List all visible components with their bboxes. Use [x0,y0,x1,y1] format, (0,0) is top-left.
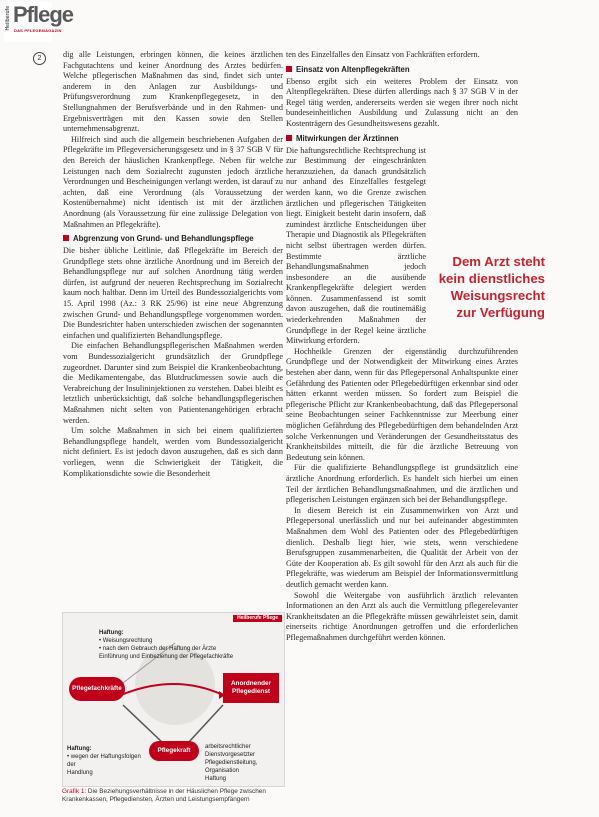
top-note-line: • nach dem Gebrauch der Haftung der Ärzte [99,646,217,652]
paragraph: Ebenso ergibt sich ein weiteres Problem der Einsatz von Altenpflegekräften. Diese dürfen allerdings nach § 37 SGB V in der Regel tätig werden, andererseits werden sie wegen ihrer noch nicht bundeseinheitlichen Ausbildung und Zulassung nicht an den Kostenträgern des Gesundheitswesens gezahlt. [286,76,518,128]
paragraph: dig alle Leistungen, erbringen können, die keines ärztlichen Fachgutachtens und keiner Anordnung des Arztes bedürfen. Welche pflegerischen Maßnahmen das sind, findet sich unter anderem in den Anlagen zur Ausbildungs- und Prüfungsverordnung zum Krankenpflegegesetz, in den Stellungnahmen der Berufsverbände und in den Rahmen- und Ergebnisverträgen mit den Kassen sowie den Stellen unternehmensabgrenzt. [63,50,283,134]
bottom-left-line: Handlung [67,770,93,776]
paragraph: Um solche Maßnahmen in sich bei einem qualifizierten Behandlungspflege handelt, werden vom Bundessozialgericht nicht definiert. Es ist jedoch davon auszugehen, daß es sich dann vorliegen, wenn die Schwierigkeit der Tätigkeit, die Komplikationsdichte sowie die Besonderheit [63,426,283,478]
bottom-right-line: arbeitsrechtlicher Dienstvorgesetzter [205,744,256,758]
text-column-left [63,50,283,479]
caption-lead: Grafik 1: [62,788,87,795]
top-note-title: Haftung: [99,630,124,636]
figure-diagram [62,612,285,787]
section-heading: Mitwirkungen der Ärztinnen [286,134,518,144]
page-number: 2 [33,52,46,65]
top-note [99,629,249,661]
box-anordnender-pflegedienst: Anordnender Pflegedienst [223,673,279,703]
bottom-left-title: Haftung: [67,746,92,752]
figure-tag: Heilberufe Pflege [233,615,282,622]
caption-text: Die Beziehungsverhältnisse in der Häuslichen Pflege zwischen Krankenkassen, Pflegediensten, Ärzten und Leistungsempfängern [62,788,266,804]
pull-quote: Dem Arzt steht kein dienstliches Weisungsrecht zur Verfügung [438,254,545,320]
paragraph: Die einfachen Behandlungspflegerischen Maßnahmen werden vom Bundessozialgericht grundsätzlich der Grundpflege zugeordnet. Darunter sind zum Beispiel die Krankenbeobachtung, die Medikamentengabe, das Blutdruckmessen sowie auch die Verabreichung der Insulininjektionen zu verstehen. Dabei bleibt es letztlich unberücksichtigt, daß solche behandlungspflegerischen Maßnahmen nicht selten von Patientenangehörigen erbracht werden. [63,341,283,425]
paragraph: In diesem Bereich ist ein Zusammenwirken von Arzt und Pflegepersonal unerlässlich und nur bei aufeinander abgestimmten Maßnahmen dem Wohl des Patienten oder des Pflegebedürftigen dienlich. Deshalb liegt hier, wie stets, wenn verschiedene Berufsgruppen zusammenarbeiten, die Qualität der Arbeit von der Güte der Kooperation ab. Es gilt sowohl für den Arzt als auch für die Pflegekräfte, was wiederum am Beispiel der Informationsvermittlung deutlich gemacht werden kann. [286,505,518,589]
section-heading: Einsatz von Altenpflegekräften [286,65,518,75]
paragraph: Sowohl die Weitergabe von ausführlich ärztlich relevanten Informationen an den Arzt als auch die Vermittlung pflegerelevanter Krankheitsdaten an die Pflegekräfte müssen gewährleistet sein, damit einerseits richtige Anordnungen getroffen und die erforderlichen Pflegemaßnahmen durchgeführt werden können. [286,590,518,642]
bottom-right-line: Pflegedienstleitung, Organisation [205,760,258,774]
logo-title: Pflege [13,2,74,27]
figure-caption [62,788,284,804]
text-column-right [286,50,518,643]
box-pflegekraft: Pflegekraft [149,741,199,761]
bottom-left-note [67,745,145,777]
bottom-right-line: Haftung [205,776,227,782]
bottom-left-line: • wegen der Haftungsfolgen der [67,754,141,768]
top-note-line: Einführung und Einbeziehung der Pflegefachkräfte [99,654,234,660]
section-heading: Abgrenzung von Grund- und Behandlungspflege [63,234,283,244]
top-note-line: • Weisungsrechtung [99,638,153,644]
paragraph: Die bisher übliche Leitlinie, daß Pflegekräfte im Bereich der Grundpflege stets ohne ärztliche Anordnung und im Bereich der Behandlungspflege nur auf solchen Anordnung tätig werden dürfen, ist aufgrund der neueren Rechtsprechung im Sozialrecht kaum noch haltbar. Denn im Urteil des Bundessozialgerichts vom 15. April 1998 (Az.: 3 RK 25/96) ist eine neue Abgrenzung zwischen Grund- und Behandlungspflege vorgenommen worden. Die Bundesrichter haben unterschieden zwischen der sogenannten einfachen und qualifizierten Behandlungspflege. [63,246,283,340]
logo-small-text: Heilberufe [5,6,11,31]
paragraph: Die haftungsrechtliche Rechtsprechung ist zur Bestimmung der eingeschränkten heranzuziehen, da danach grundsätzlich nur anhand des Einzelfalles festgelegt werden kann, wo die Grenze zwischen ärztlichen und pflegerischen Tätigkeiten liegt. Einigkeit besteht darin insofern, daß zumindest ärztliche Entscheidungen über Therapie und Diagnostik als Pflegekräften nicht selbst übertragen werden dürfen. Bestimmte ärztliche Behandlungsmaßnahmen jedoch insbesondere an die ausübende Krankenpflegekräfte delegiert werden können. Zusammenfassend ist somit davon auszugehen, daß die routinemäßig wiederkehrenden Maßnahmen der Grundpflege in der Regel keine ärztliche Mitwirkung erfordern. [286,145,426,346]
box-pflegefachkraefte: Pflegefachkräfte [69,677,125,701]
magazine-logo [4,2,74,42]
bottom-right-note [205,743,281,783]
paragraph: Hilfreich sind auch die allgemein beschriebenen Aufgaben der Pflegekräfte im Pflegeversicherungsgesetz und in § 37 SGB V für den Bereich der häuslichen Krankenpflege. Neben für welche Leistungen nach dem Sozialrecht zugunsten jedoch ärztliche Verordnungen und Bescheinigungen verlangt werden, ist darauf zu achten, daß eine Verordnung (als Voraussetzung der Kostenübernahme) nicht identisch ist mit der ärztlichen Anordnung (als Voraussetzung für eine zulässige Delegation von Maßnahmen an Pflegekräfte). [63,134,283,229]
paragraph: ten des Einzelfalles den Einsatz von Fachkräften erfordern. [286,50,480,59]
logo-subtitle: DAS PFLEGEMAGAZIN [14,28,62,33]
paragraph: Hochheikle Grenzen der eigenständig durchzuführenden Grundpflege und der Notwendigkeit der Mitwirkung eines Arztes bestehen aber dann, wenn für das Pflegepersonal Anhaltspunkte einer Gefährdung des Patienten oder Pflegebedürftigen erkennbar sind oder hätten erkannt werden müssen. So fordert zum Beispiel die pflegerische Pflicht zur Krankenbeobachtung, daß das Pflegepersonal seine Beobachtungen seiner Fachkenntnisse zur Meerbung einer möglichen Gefährdung des Pflegebedürftigen dem behandelnden Arzt solche Verkennungen und Veränderungen der Gesundheitsstatus des Krankheitsbildes mitteilt, die für die ärztliche Betreuung von Bedeutung sein können. [286,346,518,462]
paragraph: Für die qualifizierte Behandlungspflege ist grundsätzlich eine ärztliche Anordnung erforderlich. Es handelt sich hierbei um einen Teil der ärztlichen Behandlungsmaßnahmen, und die ärztlichen und pflegerischen Leistungen ergänzen sich bei der Behandlungspflege. [286,463,518,505]
